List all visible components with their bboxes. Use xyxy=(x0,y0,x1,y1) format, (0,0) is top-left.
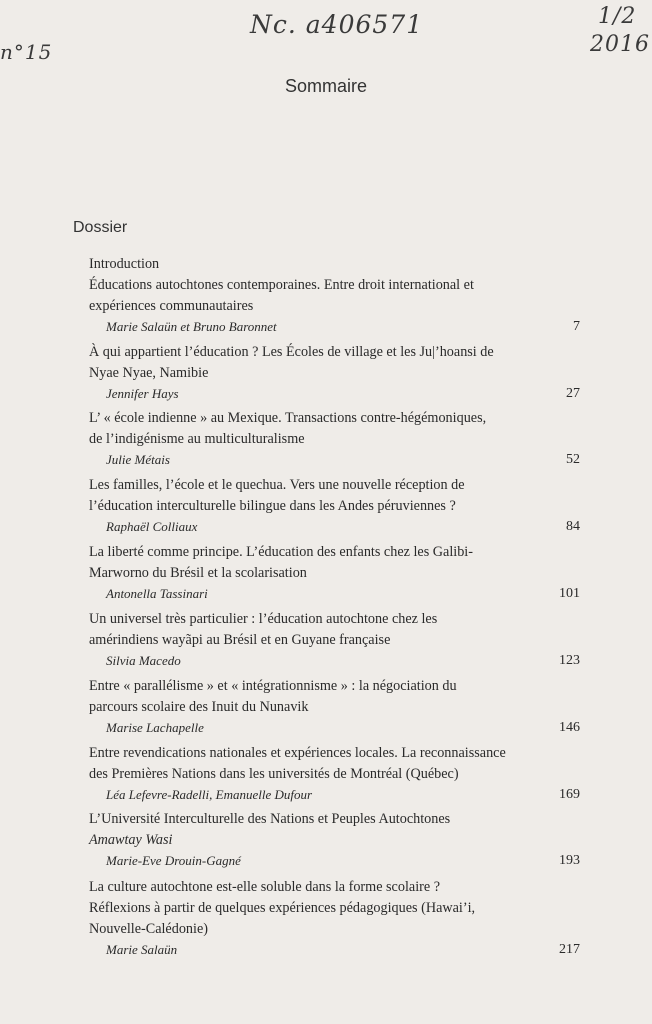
toc-entry-page-number: 84 xyxy=(566,519,580,534)
toc-entry-title-line: Les familles, l’école et le quechua. Vers une nouvelle réception de xyxy=(89,477,465,493)
toc-entry-page-number: 146 xyxy=(559,720,580,735)
toc-entry-author: Julie Métais xyxy=(106,452,170,467)
toc-entry-title-line: La culture autochtone est-elle soluble dans la forme scolaire ? xyxy=(89,879,440,895)
toc-entry-title-line: de l’indigénisme au multiculturalisme xyxy=(89,431,305,447)
toc-entry-page-number: 101 xyxy=(559,586,580,601)
toc-entry-title-line: Introduction xyxy=(89,256,160,272)
toc-entry-title-line: Entre revendications nationales et expériences locales. La reconnaissance xyxy=(89,745,506,761)
toc-entry-author: Léa Lefevre-Radelli, Emanuelle Dufour xyxy=(106,787,313,802)
toc-entry-title-line: parcours scolaire des Inuit du Nunavik xyxy=(89,699,309,715)
toc-entry-title-line: À qui appartient l’éducation ? Les Écoles de village et les Ju|’hoansi de xyxy=(89,344,494,360)
toc-entry-author: Raphaël Colliaux xyxy=(106,519,198,534)
handwritten-reference: Nc. a406571 xyxy=(250,10,424,39)
toc-entry-title-line: La liberté comme principe. L’éducation des enfants chez les Galibi- xyxy=(89,544,473,560)
handwritten-margin-note: n°15 xyxy=(0,40,53,64)
page-title: Sommaire xyxy=(284,76,368,96)
toc-entry-title-line: l’éducation interculturelle bilingue dans les Andes péruviennes ? xyxy=(89,498,456,514)
toc-entry-author: Marie-Eve Drouin-Gagné xyxy=(106,853,241,868)
toc-entry-title-line: expériences communautaires xyxy=(89,298,254,314)
handwritten-date-top: 1/2 xyxy=(598,4,637,29)
toc-entry-title-line: L’Université Interculturelle des Nations et Peuples Autochtones xyxy=(89,811,451,827)
toc-entry-title-line: amérindiens wayãpi au Brésil et en Guyane française xyxy=(89,632,391,648)
toc-entry-page-number: 52 xyxy=(566,452,580,467)
toc-entry-title-line: Marworno du Brésil et la scolarisation xyxy=(89,565,307,581)
toc-entry-author: Marise Lachapelle xyxy=(106,720,204,735)
toc-entry-title-line: Un universel très particulier : l’éducation autochtone chez les xyxy=(89,611,438,627)
toc-entry-author: Marie Salaün et Bruno Baronnet xyxy=(106,319,277,334)
toc-entry-page-number: 123 xyxy=(559,653,580,668)
toc-entry-author: Marie Salaün xyxy=(106,942,178,957)
toc-entry-author: Jennifer Hays xyxy=(106,386,179,401)
toc-entry-title-line: Amawtay Wasi xyxy=(89,832,173,848)
toc-entry-title-line: des Premières Nations dans les universités de Montréal (Québec) xyxy=(89,766,459,782)
section-title: Dossier xyxy=(73,219,128,236)
toc-entry-page-number: 27 xyxy=(566,386,580,401)
toc-entry-title-line: Nyae Nyae, Namibie xyxy=(89,365,209,381)
toc-entry-author: Antonella Tassinari xyxy=(106,586,208,601)
toc-entry-title-line: Réflexions à partir de quelques expériences pédagogiques (Hawai’i, xyxy=(89,900,476,916)
toc-entry-author: Silvia Macedo xyxy=(106,653,181,668)
handwritten-date-bottom: 2016 xyxy=(590,32,650,57)
toc-entry-page-number: 217 xyxy=(559,942,580,957)
toc-entry-title-line: Nouvelle-Calédonie) xyxy=(89,921,208,937)
toc-entry-page-number: 193 xyxy=(559,853,580,868)
toc-entry-page-number: 7 xyxy=(573,319,580,334)
toc-entry-title-line: Entre « parallélisme » et « intégrationnisme » : la négociation du xyxy=(89,678,457,694)
toc-entry-page-number: 169 xyxy=(559,787,580,802)
toc-entry-title-line: L’ « école indienne » au Mexique. Transactions contre-hégémoniques, xyxy=(89,410,487,426)
toc-entry-title-line: Éducations autochtones contemporaines. Entre droit international et xyxy=(89,277,474,293)
